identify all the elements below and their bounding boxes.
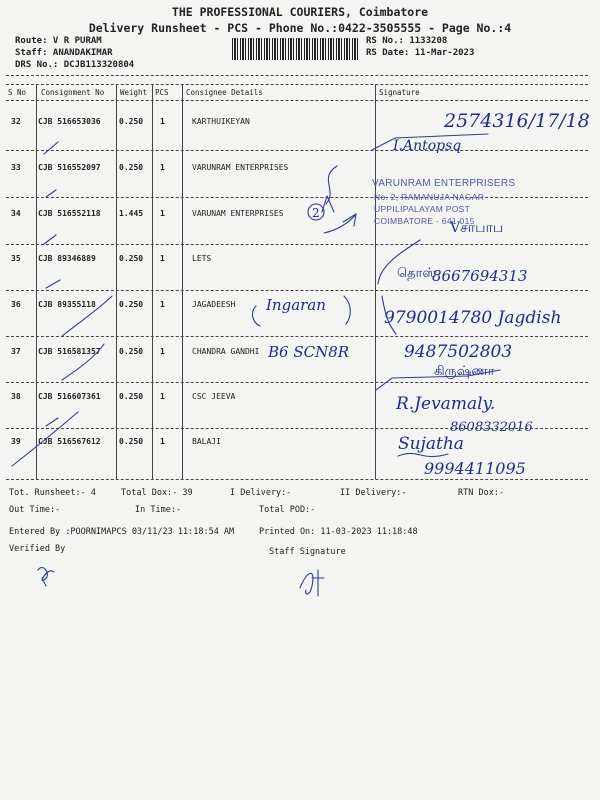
row-sno: 38 [11, 392, 21, 401]
footer-total-runsheet: Tot. Runsheet:- 4 [9, 488, 96, 498]
handwritten-number: 8667694313 [432, 267, 528, 285]
row-pcs: 1 [160, 254, 165, 263]
handwritten-signature: I.Antopsq [393, 138, 462, 154]
row-pcs: 1 [160, 392, 165, 401]
row-pcs: 1 [160, 209, 165, 218]
barcode [232, 38, 360, 60]
handwritten-signature: கிருஷ்ணா [434, 364, 495, 379]
row-pcs: 1 [160, 300, 165, 309]
route-label: Route: V R PURAM [15, 36, 102, 46]
company-stamp-line: UPPILIPALAYAM POST [374, 204, 471, 214]
row-consignment: CJB 89346889 [38, 254, 96, 263]
handwritten-signature: Sujatha [398, 434, 464, 454]
row-consignee: JAGADEESH [192, 300, 236, 309]
row-consignment: CJB 516653036 [38, 117, 101, 126]
handwritten-number: 9487502803 [404, 342, 513, 362]
handwritten-note: B6 SCN8R [268, 343, 350, 361]
company-stamp-line: VARUNRAM ENTERPRISERS [372, 178, 516, 189]
footer-verified-by: Verified By [9, 544, 66, 554]
row-divider [6, 336, 588, 337]
row-divider [6, 290, 588, 291]
footer-staff-signature: Staff Signature [269, 547, 346, 557]
row-consignment: CJB 516607361 [38, 392, 101, 401]
footer-ii-delivery: II Delivery:- [340, 488, 407, 498]
col-header-weight: Weight [120, 88, 148, 97]
divider [6, 100, 588, 101]
row-weight: 1.445 [119, 209, 144, 218]
staff-label: Staff: ANANDAKIMAR [15, 48, 113, 58]
col-header-consignee: Consignee Details [186, 88, 263, 97]
handwritten-number: 9994411095 [424, 459, 526, 478]
drs-number: DRS No.: DCJB113320804 [15, 60, 135, 70]
row-weight: 0.250 [119, 347, 144, 356]
row-consignment: CJB 516552097 [38, 163, 101, 172]
footer-in-time: In Time:- [135, 505, 182, 515]
row-consignment: CJB 516581357 [38, 347, 101, 356]
col-header-signature: Signature [379, 88, 420, 97]
row-sno: 36 [11, 300, 21, 309]
col-header-sno: S No [8, 88, 27, 97]
row-consignee: CHANDRA GANDHI [192, 347, 260, 356]
row-pcs: 1 [160, 163, 165, 172]
row-consignment: CJB 516552118 [38, 209, 101, 218]
row-sno: 37 [11, 347, 21, 356]
row-consignee: VARUNRAM ENTERPRISES [192, 163, 289, 172]
footer-total-pod: Total POD:- [259, 505, 316, 515]
row-pcs: 1 [160, 437, 165, 446]
handwritten-note: Ingaran [266, 296, 326, 314]
row-consignee: KARTHUIKEYAN [192, 117, 250, 126]
row-weight: 0.250 [119, 437, 144, 446]
footer-rtn-dox: RTN Dox:- [458, 488, 505, 498]
footer-i-delivery: I Delivery:- [230, 488, 292, 498]
divider [6, 75, 588, 76]
handwritten-number: 2574316/17/18 [444, 110, 590, 132]
row-consignee: VARUNAM ENTERPRISES [192, 209, 284, 218]
column-rule [375, 84, 376, 479]
row-consignee: CSC JEEVA [192, 392, 236, 401]
row-consignment: CJB 89355118 [38, 300, 96, 309]
row-pcs: 1 [160, 347, 165, 356]
row-sno: 33 [11, 163, 21, 172]
row-divider [6, 197, 588, 198]
column-rule [116, 84, 117, 479]
row-divider [6, 382, 588, 383]
footer-out-time: Out Time:- [9, 505, 61, 515]
company-stamp-line: COIMBATORE - 641 015 [374, 216, 475, 226]
handwritten-signature: தொஸ் [397, 266, 437, 281]
column-rule [182, 84, 183, 479]
row-divider [6, 150, 588, 151]
row-sno: 34 [11, 209, 21, 218]
handwritten-signature: R.Jevamaly. [396, 394, 496, 414]
row-pcs: 1 [160, 117, 165, 126]
footer-entered-by: Entered By :POORNIMAPCS 03/11/23 11:18:54 AM [9, 527, 235, 537]
handwritten-signature: Vசாபாப [450, 220, 504, 236]
rs-number: RS No.: 1133208 [366, 36, 448, 46]
row-weight: 0.250 [119, 163, 144, 172]
company-stamp-line: No. 2, RAMANUJA NAGAR [374, 192, 485, 202]
row-consignee: BALAJI [192, 437, 221, 446]
divider [6, 84, 588, 85]
circled-number: 2 [312, 206, 320, 220]
row-weight: 0.250 [119, 392, 144, 401]
footer-total-dox: Total Dox:- 39 [121, 488, 193, 498]
row-divider [6, 479, 588, 480]
row-divider [6, 244, 588, 245]
row-sno: 35 [11, 254, 21, 263]
handwritten-number: 8608332016 [450, 420, 533, 435]
column-rule [36, 84, 37, 479]
document-title: THE PROFESSIONAL COURIERS, Coimbatore [171, 5, 429, 19]
document-subtitle: Delivery Runsheet - PCS - Phone No.:0422-3505555 - Page No.:4 [88, 21, 512, 35]
row-weight: 0.250 [119, 117, 144, 126]
row-consignment: CJB 516567612 [38, 437, 101, 446]
column-rule [152, 84, 153, 479]
handwritten-number: 9790014780 Jagdish [384, 308, 562, 328]
row-sno: 32 [11, 117, 21, 126]
row-weight: 0.250 [119, 254, 144, 263]
row-weight: 0.250 [119, 300, 144, 309]
rs-date: RS Date: 11-Mar-2023 [366, 48, 475, 58]
col-header-consignment: Consignment No [41, 88, 105, 97]
row-consignee: LETS [192, 254, 212, 263]
footer-printed-on: Printed On: 11-03-2023 11:18:48 [259, 527, 418, 537]
row-sno: 39 [11, 437, 21, 446]
col-header-pcs: PCS [155, 88, 169, 97]
